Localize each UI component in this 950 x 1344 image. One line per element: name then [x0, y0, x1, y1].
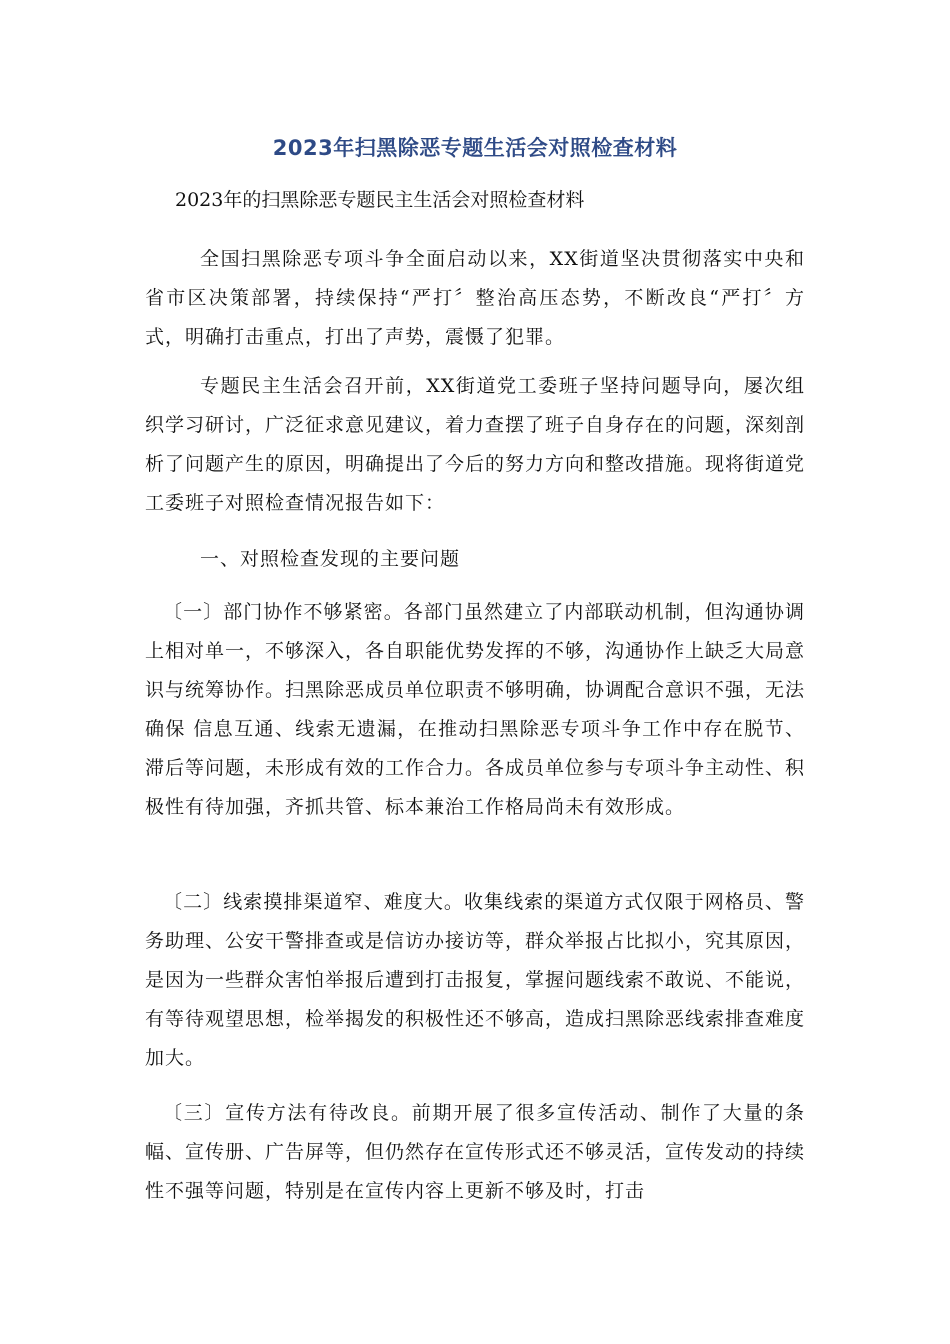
document-title: 2023年扫黑除恶专题生活会对照检查材料: [272, 136, 678, 160]
document-subtitle: 2023年的扫黑除恶专题民主生活会对照检查材料: [175, 189, 585, 211]
intro-paragraph-1: 全国扫黑除恶专项斗争全面启动以来，XX街道坚决贯彻落实中央和省市区决策部署，持续保持“严打〞整治高压态势，不断改良“严打〞方式，明确打击重点，打出了声势，震慑了犯罪。: [145, 248, 805, 348]
issue-paragraph-3: 〔三〕宣传方法有待改良。前期开展了很多宣传活动、制作了大量的条幅、宣传册、广告屏等，但仍然存在宣传形式还不够灵活，宣传发动的持续性不强等问题，特别是在宣传内容上更新不够及时，打击: [145, 1102, 806, 1202]
intro-paragraph-2: 专题民主生活会召开前，XX街道党工委班子坚持问题导向，屡次组织学习研讨，广泛征求意见建议，着力查摆了班子自身存在的问题，深刻剖析了问题产生的原因，明确提出了今后的努力方向和整改措施。现将街道党工委班子对照检查情况报告如下：: [145, 375, 806, 514]
issue-paragraph-2: 〔二〕线索摸排渠道窄、难度大。收集线索的渠道方式仅限于网格员、警务助理、公安干警排查或是信访办接访等，群众举报占比拟小，究其原因，是因为一些群众害怕举报后遭到打击报复，掌握问题线索不敢说、不能说，有等待观望思想，检举揭发的积极性还不够高，造成扫黑除恶线索排查难度加大。: [145, 891, 806, 1069]
section-heading: 一、对照检查发现的主要问题: [200, 548, 461, 570]
issue-paragraph-1: 〔一〕部门协作不够紧密。各部门虽然建立了内部联动机制，但沟通协调上相对单一，不够深入，各自职能优势发挥的不够，沟通协作上缺乏大局意识与统筹协作。扫黑除恶成员单位职责不够明确，协调配合意识不强，无法确保 信息互通、线索无遗漏，在推动扫黑除恶专项斗争工作中存在脱节、滞后等问题，未形成有效的工作合力。各成员单位参与专项斗争主动性、积极性有待加强，齐抓共管、标本兼治工作格局尚未有效形成。: [145, 601, 806, 818]
